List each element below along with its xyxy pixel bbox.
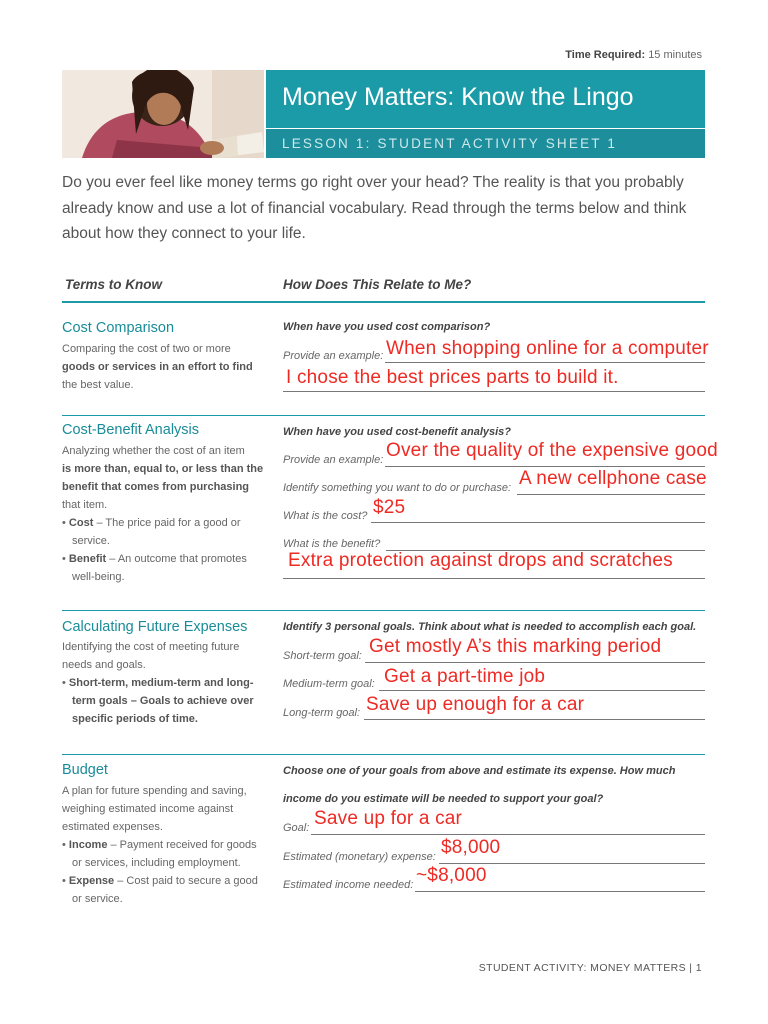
income-label: Estimated income needed: bbox=[283, 879, 414, 891]
example-label: Provide an example: bbox=[283, 454, 384, 466]
header-divider bbox=[62, 301, 705, 303]
budget-goal-answer[interactable]: Save up for a car bbox=[314, 808, 463, 829]
medium-term-label: Medium-term goal: bbox=[283, 678, 375, 690]
income-bullet: • Income – Payment received for goods or services, including employment. bbox=[62, 839, 257, 869]
answer-line bbox=[415, 891, 705, 892]
benefit-label: What is the benefit? bbox=[283, 538, 381, 550]
benefit-answer[interactable]: Extra protection against drops and scratches bbox=[288, 550, 673, 571]
section-divider bbox=[62, 754, 705, 755]
section-divider bbox=[62, 415, 705, 416]
short-term-goal-answer[interactable]: Get mostly A’s this marking period bbox=[369, 636, 662, 657]
term-cost-comparison: Cost Comparison bbox=[62, 320, 175, 336]
definition-line: goods or services in an effort to find bbox=[62, 361, 253, 373]
budget-question-line-1: Choose one of your goals from above and estimate its expense. How much bbox=[283, 765, 676, 777]
time-required-label: Time Required: bbox=[565, 49, 646, 61]
benefit-term: Benefit bbox=[68, 553, 107, 565]
expense-definition: – Cost paid to secure a good or service. bbox=[72, 875, 258, 905]
income-row bbox=[283, 878, 705, 892]
definition-line: the best value. bbox=[62, 379, 134, 391]
short-term-label: Short-term goal: bbox=[283, 650, 362, 662]
identify-answer[interactable]: A new cellphone case bbox=[519, 468, 707, 489]
answer-line bbox=[439, 863, 705, 864]
goals-definition: – Goals to achieve over specific periods of time. bbox=[72, 695, 254, 725]
lesson-banner bbox=[266, 129, 705, 158]
answer-line bbox=[385, 362, 705, 363]
goals-term: Short-term, medium-term and long-term goals bbox=[68, 677, 254, 707]
future-expenses-definition bbox=[62, 638, 267, 728]
section-divider bbox=[62, 610, 705, 611]
long-term-label: Long-term goal: bbox=[283, 707, 361, 719]
answer-line bbox=[364, 719, 705, 720]
page-title: Money Matters: Know the Lingo bbox=[282, 83, 634, 111]
cost-comparison-question: When have you used cost comparison? bbox=[283, 321, 491, 333]
income-term: Income bbox=[68, 839, 108, 851]
cost-comparison-definition bbox=[62, 340, 267, 394]
benefit-definition: – An outcome that promotes well-being. bbox=[72, 553, 247, 583]
goals-bullet: • Short-term, medium-term and long-term goals – Goals to achieve over specific periods of time. bbox=[62, 677, 254, 725]
time-required-value: 15 minutes bbox=[648, 49, 702, 61]
intro-paragraph: Do you ever feel like money terms go right over your head? The reality is that you probably already know and use a lot of financial vocabulary. Read through the terms below and think about how they connect to your life. bbox=[62, 174, 687, 242]
goals-question: Identify 3 personal goals. Think about what is needed to accomplish each goal. bbox=[283, 621, 697, 633]
cost-answer[interactable]: $25 bbox=[373, 497, 406, 518]
cost-benefit-example-answer[interactable]: Over the quality of the expensive good bbox=[386, 440, 718, 461]
income-definition: – Payment received for goods or services, including employment. bbox=[72, 839, 257, 869]
answer-line bbox=[365, 662, 705, 663]
cost-definition: – The price paid for a good or service. bbox=[72, 517, 241, 547]
cost-bullet: • Cost – The price paid for a good or service. bbox=[62, 517, 241, 547]
student-photo-illustration bbox=[62, 70, 264, 158]
cost-term: Cost bbox=[68, 517, 94, 529]
definition-line: Comparing the cost of two or more bbox=[62, 343, 231, 355]
time-required bbox=[565, 49, 702, 61]
term-budget: Budget bbox=[62, 762, 108, 778]
identify-label: Identify something you want to do or purchase: bbox=[283, 482, 512, 494]
definition-line: is more than, equal to, or less than the benefit that comes from purchasing bbox=[62, 463, 264, 493]
budget-definition bbox=[62, 782, 267, 908]
lesson-subtitle: LESSON 1: STUDENT ACTIVITY SHEET 1 bbox=[282, 136, 618, 151]
terms-column-heading: Terms to Know bbox=[65, 277, 163, 292]
cost-label: What is the cost? bbox=[283, 510, 368, 522]
estimated-income-answer[interactable]: ~$8,000 bbox=[416, 865, 487, 886]
example-label: Provide an example: bbox=[283, 350, 384, 362]
answer-line bbox=[371, 522, 705, 523]
medium-term-goal-answer[interactable]: Get a part-time job bbox=[384, 666, 546, 687]
answer-line bbox=[311, 834, 705, 835]
answer-line bbox=[385, 466, 705, 467]
title-banner bbox=[266, 70, 705, 128]
goal-label: Goal: bbox=[283, 822, 310, 834]
benefit-bullet: • Benefit – An outcome that promotes well-being. bbox=[62, 553, 247, 583]
term-calculating-future-expenses: Calculating Future Expenses bbox=[62, 619, 248, 635]
benefit-row bbox=[283, 537, 705, 551]
term-cost-benefit-analysis: Cost-Benefit Analysis bbox=[62, 422, 200, 438]
example-answer-line-1[interactable]: When shopping online for a computer bbox=[386, 338, 709, 359]
long-term-goal-answer[interactable]: Save up enough for a car bbox=[366, 694, 585, 715]
student-reading-photo bbox=[62, 70, 264, 158]
relate-column-heading: How Does This Relate to Me? bbox=[283, 277, 472, 292]
definition-line: Identifying the cost of meeting future needs and goals. bbox=[62, 641, 240, 671]
expense-term: Expense bbox=[68, 875, 115, 887]
answer-line bbox=[517, 494, 705, 495]
definition-line: Analyzing whether the cost of an item bbox=[62, 445, 245, 457]
page-footer: STUDENT ACTIVITY: MONEY MATTERS | 1 bbox=[478, 962, 702, 974]
estimated-expense-answer[interactable]: $8,000 bbox=[441, 837, 501, 858]
expense-bullet: • Expense – Cost paid to secure a good or service. bbox=[62, 875, 258, 905]
example-answer-line-2[interactable]: I chose the best prices parts to build it. bbox=[286, 367, 619, 388]
cost-row bbox=[283, 509, 705, 523]
cost-benefit-definition bbox=[62, 442, 267, 586]
expense-label: Estimated (monetary) expense: bbox=[283, 851, 436, 863]
definition-line: that item. bbox=[62, 499, 108, 511]
answer-line bbox=[283, 578, 705, 579]
answer-line bbox=[379, 690, 705, 691]
answer-line bbox=[283, 391, 705, 392]
cost-benefit-question: When have you used cost-benefit analysis? bbox=[283, 426, 511, 438]
definition-line: A plan for future spending and saving, weighing estimated income against estimated expenses. bbox=[62, 785, 247, 833]
budget-question-line-2: income do you estimate will be needed to support your goal? bbox=[283, 793, 604, 805]
